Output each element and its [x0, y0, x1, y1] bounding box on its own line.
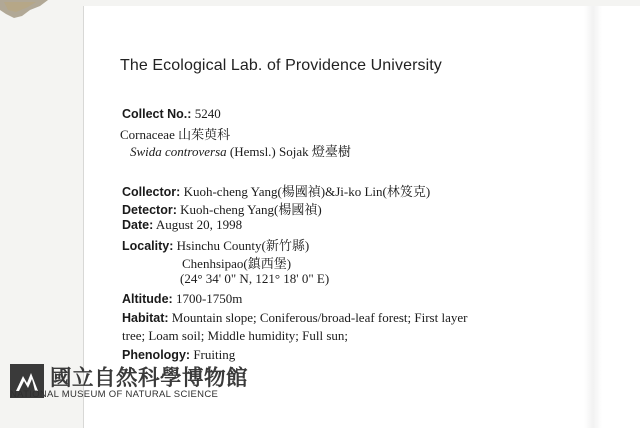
locality-coordinates: (24° 34' 0" N, 121° 18' 0" E)	[180, 271, 330, 286]
detector-label: Detector:	[122, 203, 177, 217]
museum-name-english: NATIONAL MUSEUM OF NATURAL SCIENCE	[10, 389, 219, 400]
locality-row	[122, 235, 309, 254]
habitat-row	[122, 310, 467, 326]
date-label: Date:	[122, 218, 154, 232]
altitude-value: 1700-1750m	[175, 291, 243, 306]
date-row	[122, 217, 242, 233]
family-chinese: 山茱萸科	[178, 127, 231, 142]
species-author: (Hemsl.) Sojak	[229, 144, 309, 159]
detector-value: Kuoh-cheng Yang(楊國禎)	[180, 202, 322, 217]
altitude-label: Altitude:	[122, 292, 173, 306]
museum-name-chinese: 國立自然科學博物館	[50, 366, 249, 391]
collect-number-value: 5240	[194, 106, 221, 121]
collector-label: Collector:	[122, 185, 181, 199]
family-latin: Cornaceae	[120, 127, 175, 142]
locality-label: Locality:	[122, 239, 174, 253]
species-row	[130, 141, 351, 160]
collect-number-label: Collect No.:	[122, 107, 192, 121]
phenology-label: Phenology:	[122, 348, 191, 362]
specimen-fragment	[0, 0, 60, 22]
species-name: Swida controversa	[130, 144, 227, 159]
collector-row	[122, 181, 430, 200]
locality-place: Chenhsipao(鎮西堡)	[182, 256, 292, 271]
habitat-label: Habitat:	[122, 311, 169, 325]
altitude-row	[122, 291, 242, 307]
phenology-value: Fruiting	[193, 347, 236, 362]
species-chinese: 燈臺樹	[311, 144, 351, 159]
collector-value: Kuoh-cheng Yang(楊國禎)&Ji-ko Lin(林笈克)	[183, 184, 431, 199]
date-value: August 20, 1998	[155, 217, 243, 232]
habitat-line-1: Mountain slope; Coniferous/broad-leaf forest; First layer	[171, 310, 468, 325]
detector-row	[122, 199, 322, 218]
institution-title: The Ecological Lab. of Providence University	[120, 57, 442, 74]
locality-county: Hsinchu County(新竹縣)	[176, 238, 310, 253]
habitat-line-2: tree; Loam soil; Middle humidity; Full sun;	[122, 328, 349, 343]
collect-number-row	[122, 106, 221, 122]
